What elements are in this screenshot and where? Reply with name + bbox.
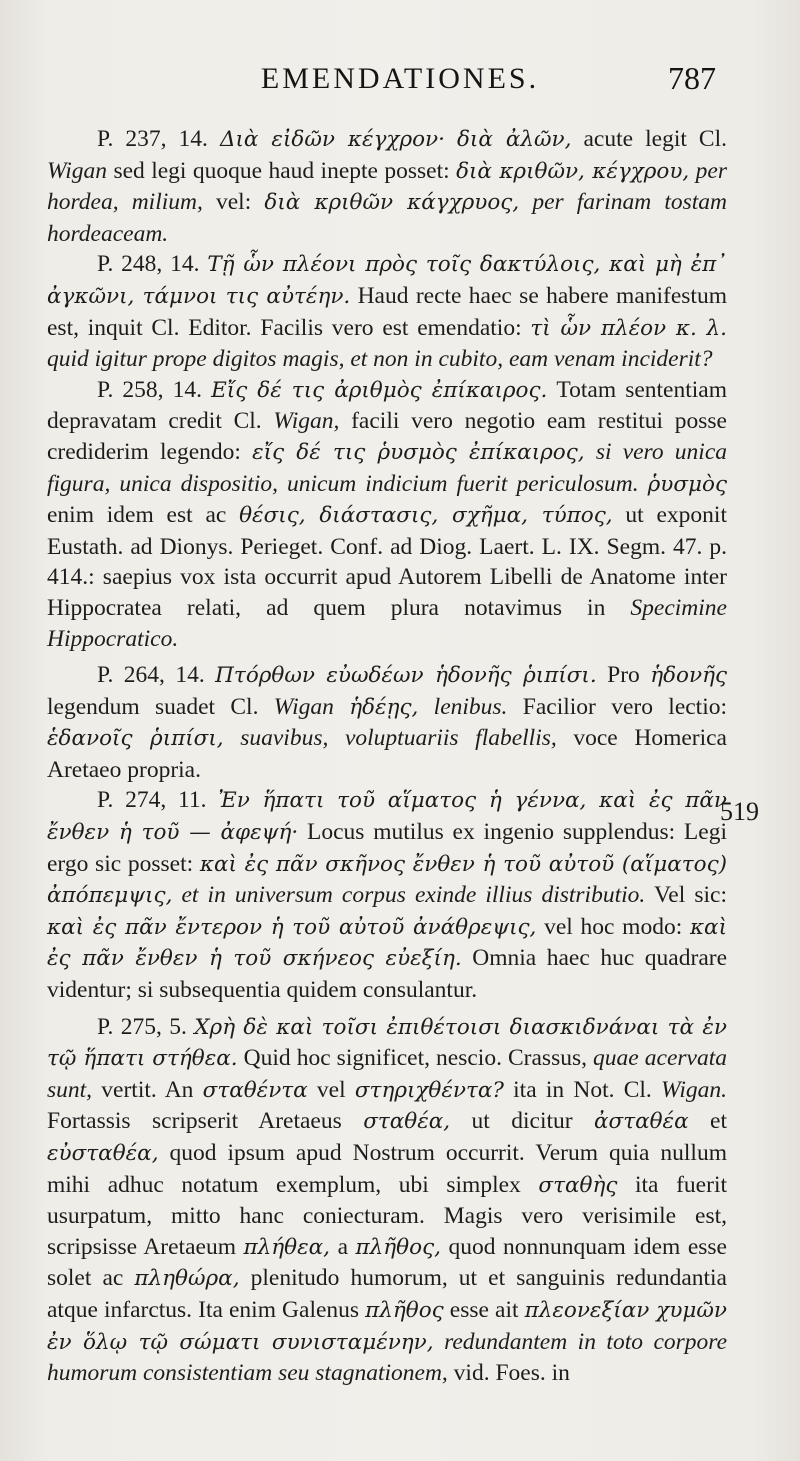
greek-quotation: καὶ ἐς πᾶν ἔντερον ἡ τοῦ αὐτοῦ ἀνάθρεψις, [47,914,537,940]
italic-text: per farinam tostam hordeaceam. [47,189,728,247]
roman-text: P. 275, 5. [97,1013,195,1040]
greek-quotation: Ἐν ἥπατι τοῦ αἵματος ἡ γέννα, καὶ ἐς πᾶν ἔνθεν ἡ τοῦ — ἀφεψή· [47,788,727,846]
greek-quotation: ἡδέῃς, [349,694,419,720]
greek-quotation: διὰ ἀλῶν, [456,127,572,152]
body-text [47,124,727,1389]
roman-text: Haud recte haec se habere manifestum est, inquit Cl. Editor. Facilis vero est emendatio: [47,282,727,341]
roman-text: ita fuerit usurpatum, mitto hanc coniecturam. Magis vero verisimile est, scripsisse Aretaeum [47,1171,727,1260]
greek-quotation: τὶ ὧν πλέον κ. λ. [530,315,727,341]
roman-text: Totam sententiam depravatam credit Cl. [47,376,728,435]
italic-text: quae acervata sunt, [47,1045,727,1103]
roman-text: facili vero negotio eam restitui posse crediderim legendo: [47,408,727,465]
italic-text: Wigan. [661,1076,727,1103]
greek-quotation: πληθώρα, [134,1266,240,1292]
greek-quotation: ἡδονῆς [650,663,727,689]
roman-text: P. 258, 14. [97,376,212,403]
running-header-title: EMENDATIONES. [260,62,540,95]
paragraph [47,375,727,654]
greek-quotation: Εἴς δέ τις ἀριθμὸς ἐπίκαιρος. [211,377,548,403]
greek-quotation: Τῇ ὧν πλέονι πρὸς τοῖς δακτύλοις, καὶ μὴ ἐπ᾽ ἀγκῶνι, τάμνοι τις αὐτέην. [47,252,728,309]
roman-text [585,439,596,465]
roman-text: vel hoc modo: [536,913,690,940]
italic-text: Wigan [47,157,108,184]
roman-text [639,471,648,497]
greek-quotation: θέσις, διάστασις, σχῆμα, τύπος, [239,503,613,529]
roman-text: sed legi quoque haud inepte posset: [107,157,457,184]
greek-quotation: Χρὴ δὲ καὶ τοῖσι ἐπιθέτοισι διασκιδνάναι τὰ ἐν τῷ ἥπατι στήθεα. [47,1014,727,1072]
roman-text: Locus mutilus ex ingenio supplendus: Legi ergo sic posset: [47,819,727,877]
greek-quotation: διὰ κριθῶν κάγχρυος, [264,190,520,216]
roman-text [519,189,532,215]
roman-text [418,694,433,720]
roman-text: vel: [202,189,265,216]
greek-quotation: εἴς δέ τις ῥυσμὸς ἐπίκαιρος, [252,439,585,465]
italic-text: suavibus, voluptuariis flabellis, [240,725,557,752]
italic-text: lenibus. [433,693,508,720]
roman-text: P. 237, 14. [97,126,220,152]
italic-text: et in universum corpus exinde illius distributio. [181,882,646,909]
roman-text: ut exponit Eustath. ad Dionys. Perieget. Conf. ad Diog. Laert. L. IX. Segm. 47. p. 414.: saepius vox ista occurrit apud Autorem Libelli de Anatome inter Hippocratea relati, ad quem plura notavimus in [47,502,727,621]
greek-quotation: σταθέντα [202,1077,308,1103]
roman-text: ita in Not. Cl. [503,1076,662,1103]
greek-quotation: Πτόρθων εὐωδέων ἡδονῆς ῥιπίσι. [215,663,597,689]
page-number: 787 [668,60,716,96]
roman-text [445,126,457,152]
greek-quotation: εὐσταθέα, [47,1141,159,1166]
paragraph [47,1012,727,1389]
roman-text: P. 274, 11. [97,787,219,814]
roman-text [224,725,241,751]
greek-quotation: καὶ ἐς πᾶν σκῆνος ἔνθεν ἡ τοῦ αὐτοῦ (αἵματος) ἀπόπεμψις, [47,851,727,909]
italic-text: per hordea, milium, [47,157,727,216]
greek-quotation: ῥυσμὸς [647,471,727,497]
roman-text: acute legit Cl. [571,126,727,152]
roman-text: et [688,1108,727,1135]
roman-text [434,1329,444,1355]
italic-text: quid igitur prope digitos magis, et non in cubito, eam venam inciderit? [47,346,713,373]
greek-quotation: Διὰ εἰδῶν κέγχρον· [219,127,445,152]
roman-text: vertit. An [92,1076,203,1103]
greek-quotation: πλήθεα, [243,1234,331,1260]
roman-text [172,882,181,908]
greek-quotation: ἀσταθέα [594,1109,689,1135]
roman-text: quod ipsum apud Nostrum occurrit. Verum quia nullum mihi adhuc notatum exemplum, ubi simplex [47,1140,727,1198]
greek-quotation: πλεονεξίαν χυμῶν ἐν ὅλῳ τῷ σώματι συνισταμένην, [47,1297,728,1355]
roman-text: quod nonnunquam idem esse solet ac [47,1233,727,1292]
roman-text: esse ait [443,1296,525,1323]
roman-text: vel [307,1076,355,1103]
greek-quotation: στηριχθέντα? [354,1077,504,1103]
roman-text: Omnia haec huc quadrare videntur; si subsequentia quidem consulantur. [47,945,728,1004]
roman-text: plenitudo humorum, ut et sanguinis redundantia atque infarctus. Ita enim Galenus [47,1265,727,1323]
paragraph [47,249,727,374]
roman-text: Pro [596,662,651,689]
roman-text [334,694,349,720]
roman-text: Quid hoc significet, nescio. Crassus, [237,1045,594,1072]
italic-text: si vero unica figura, unica dispositio, unicum indicium fuerit periculosum. [47,438,727,497]
roman-text: ut dicitur [450,1108,594,1135]
roman-text: Facilior vero lectio: [507,693,728,720]
roman-text: P. 248, 14. [97,251,208,278]
roman-text: voce Homerica Aretaeo propria. [47,725,727,783]
roman-text: P. 264, 14. [97,662,216,689]
paragraph [47,124,727,249]
roman-text: Vel sic: [645,882,727,909]
roman-text: a [330,1233,356,1260]
roman-text: legendum suadet Cl. [47,693,274,720]
italic-text: Specimine Hippocratico. [47,594,727,652]
paragraph [47,660,727,785]
italic-text: Wigan [273,693,334,720]
greek-quotation: πλῆθος [365,1297,444,1323]
paragraph [47,785,727,1005]
greek-quotation: σταθὴς [538,1172,618,1198]
margin-page-reference: 519 [720,797,759,826]
greek-quotation: σταθέα, [363,1109,451,1135]
italic-text: redundantem in toto corpore humorum consistentiam seu stagnationem, [47,1328,727,1387]
italic-text: Wigan, [273,408,340,435]
greek-quotation: διὰ κριθῶν, κέγχρου, [456,158,690,184]
greek-quotation: πλῆθος, [355,1234,441,1260]
greek-quotation: καὶ ἐς πᾶν ἔνθεν ἡ τοῦ σκήνεος εὐεξίη. [47,914,728,972]
greek-quotation: ἑδανοῖς ῥιπίσι, [47,726,224,752]
roman-text: enim idem est ac [47,502,240,529]
roman-text: Fortassis scripserit Aretaeus [47,1108,364,1135]
roman-text: vid. Foes. in [447,1360,570,1387]
